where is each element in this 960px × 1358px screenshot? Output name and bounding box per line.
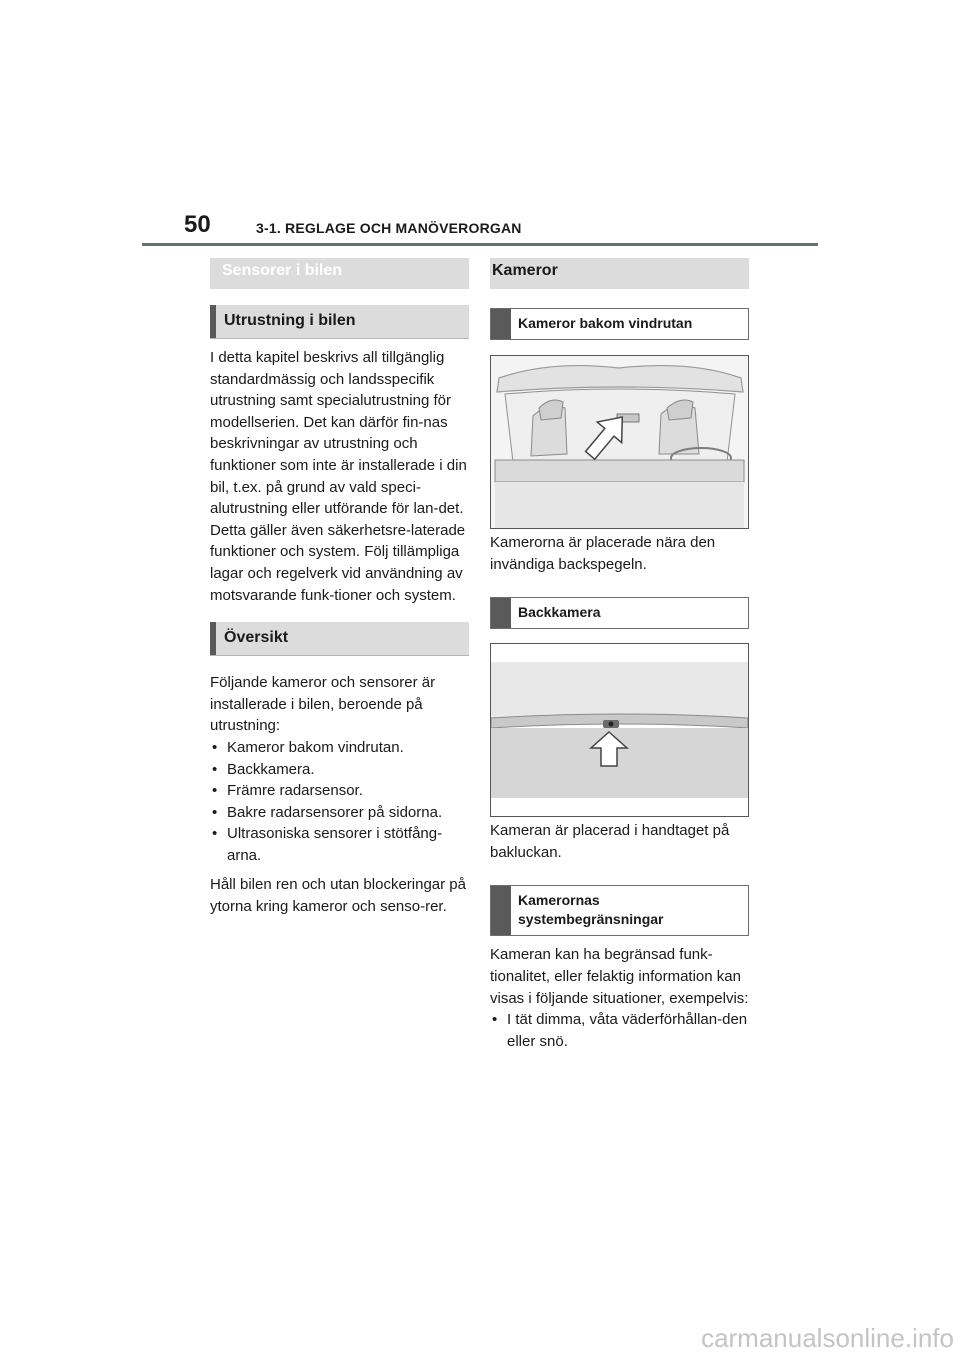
list-item: • I tät dimma, våta väderförhållan-den eller snö. bbox=[490, 1009, 749, 1052]
list-item: • Backkamera. bbox=[210, 759, 469, 781]
subsection-heading-overview: Översikt bbox=[210, 622, 469, 656]
windshield-camera-caption: Kamerorna är placerade nära den invändiga backspegeln. bbox=[490, 534, 716, 573]
block-heading-windshield-cameras: Kameror bakom vindrutan bbox=[490, 308, 749, 340]
equipment-paragraph: I detta kapitel beskrivs all tillgänglig standardmässig och landsspecifik utrustning samt specialutrustning för modellserien. Det kan därför fin-nas beskrivningar av utrustning och funktioner som inte är installerade i din bil, t.ex. på grund av vald speci-alutrustning eller utförande för lan-det. Detta gäller även säkerhetsre-laterade funktioner och system. Följ tillämpliga lagar och regelverk vid användning av motsvarande funk-tioner och system. bbox=[210, 349, 467, 604]
windshield-camera-illustration bbox=[490, 355, 749, 529]
rear-camera-caption: Kameran är placerad i handtaget på bakluckan. bbox=[490, 822, 730, 861]
overview-intro: Följande kameror och sensorer är installerade i bilen, beroende på utrustning: bbox=[210, 674, 436, 735]
section-heading-cameras: Kameror bbox=[490, 258, 749, 289]
page-number: 50 bbox=[184, 211, 211, 238]
block-heading-rear-camera: Backkamera bbox=[490, 597, 749, 629]
list-item: • Kameror bakom vindrutan. bbox=[210, 737, 469, 759]
list-item: • Främre radarsensor. bbox=[210, 780, 469, 802]
header-rule bbox=[142, 243, 818, 246]
camera-limitations-paragraph: Kameran kan ha begränsad funk-tionalitet, eller felaktig information kan visas i följande situationer, exempelvis: bbox=[490, 946, 749, 1007]
watermark: carmanualsonline.info bbox=[701, 1323, 954, 1353]
sensor-list bbox=[210, 737, 469, 867]
cleaning-note: Håll bilen ren och utan blockeringar på ytorna kring kameror och senso-rer. bbox=[210, 876, 466, 916]
block-heading-camera-limitations: Kamerornas systembegränsningar bbox=[490, 885, 749, 936]
list-item: • Ultrasoniska sensorer i stötfång-arna. bbox=[210, 823, 469, 866]
right-column bbox=[490, 258, 749, 1052]
left-column bbox=[210, 258, 469, 918]
section-heading-sensors: Sensorer i bilen bbox=[210, 258, 469, 289]
subsection-heading-equipment: Utrustning i bilen bbox=[210, 305, 469, 339]
limitations-list bbox=[490, 1009, 749, 1052]
chapter-title: 3-1. REGLAGE OCH MANÖVERORGAN bbox=[256, 220, 522, 236]
rear-camera-illustration bbox=[490, 643, 749, 817]
list-item: • Bakre radarsensorer på sidorna. bbox=[210, 802, 469, 824]
